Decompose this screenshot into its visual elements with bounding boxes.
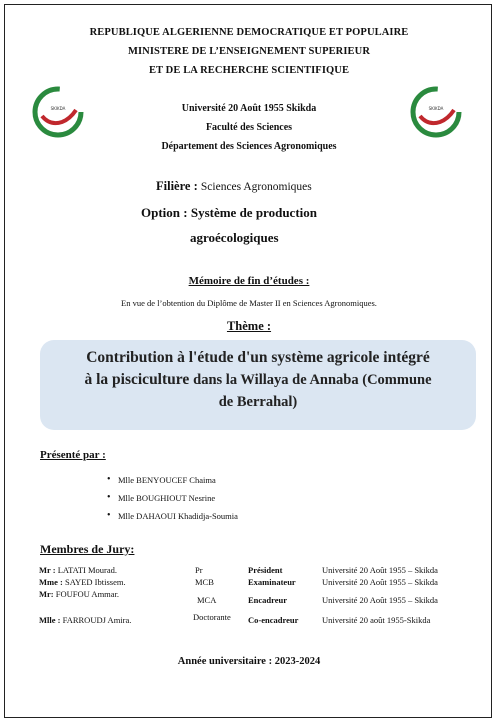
filiere-value: Sciences Agronomiques xyxy=(200,181,312,193)
jury-name-2: SAYED Ibtissem. xyxy=(64,577,126,587)
memoire-subtitle: En vue de l’obtention du Diplôme de Master II en Sciences Agronomiques. xyxy=(121,298,377,308)
faculty-name: Faculté des Sciences xyxy=(205,122,293,133)
jury-univ-1: Université 20 Août 1955 – Skikda xyxy=(322,565,438,575)
header-line-2: MINISTERE DE L’ENSEIGNEMENT SUPERIEUR xyxy=(127,46,371,57)
theme-line-3: de Berrahal) xyxy=(218,394,298,410)
option-label: Option : xyxy=(141,205,188,220)
jury-name-3: FOUFOU Ammar. xyxy=(55,589,120,599)
jury-row-2 xyxy=(39,577,126,587)
jury-role-4: Co-encadreur xyxy=(248,615,299,625)
jury-role-1: Président xyxy=(248,565,283,575)
theme-line-1: Contribution à l'étude d'un système agricole intégré xyxy=(86,349,430,366)
jury-univ-4: Université 20 août 1955-Skikda xyxy=(322,615,431,625)
jury-civ-4: Mlle : xyxy=(39,615,61,625)
jury-label: Membres de Jury: xyxy=(40,542,135,556)
academic-year: Année universitaire : 2023-2024 xyxy=(177,656,321,667)
student-1: • Mlle BENYOUCEF Chaima xyxy=(118,475,216,485)
theme-line-2a: à la pisciculture xyxy=(84,371,190,388)
jury-grade-3: MCA xyxy=(197,595,217,605)
presented-label: Présenté par : xyxy=(40,449,106,461)
theme-line-2 xyxy=(48,369,468,391)
svg-text:SKIKDA: SKIKDA xyxy=(428,106,444,111)
jury-row-3 xyxy=(39,589,119,599)
student-2: • Mlle BOUGHIOUT Nesrine xyxy=(118,493,215,503)
university-logo-left xyxy=(32,86,84,143)
jury-grade-4: Doctorante xyxy=(193,612,231,622)
jury-role-3: Encadreur xyxy=(248,595,288,605)
memoire-title: Mémoire de fin d’études : xyxy=(188,275,310,287)
student-3: • Mlle DAHAOUI Khadidja-Soumia xyxy=(118,511,238,521)
theme-label: Thème : xyxy=(226,319,272,333)
jury-univ-3: Université 20 Août 1955 – Skikda xyxy=(322,595,438,605)
jury-grade-2: MCB xyxy=(195,577,214,587)
university-logo-right xyxy=(410,86,462,143)
svg-text:SKIKDA: SKIKDA xyxy=(50,106,66,111)
university-name: Université 20 Août 1955 Skikda xyxy=(181,103,317,114)
jury-name-4: FARROUDJ Amira. xyxy=(62,615,132,625)
filiere-label: Filière : xyxy=(156,179,198,193)
option-value-1: Système de production xyxy=(190,205,317,220)
header-line-1: REPUBLIQUE ALGERIENNE DEMOCRATIQUE ET POPULAIRE xyxy=(89,27,409,38)
theme-title xyxy=(48,347,468,413)
jury-civ-2: Mme : xyxy=(39,577,63,587)
jury-row-1 xyxy=(39,565,117,575)
jury-grade-1: Pr xyxy=(195,565,203,575)
jury-role-2: Examinateur xyxy=(248,577,296,587)
option-value-2: agroécologiques xyxy=(190,230,279,245)
filiere-line xyxy=(156,179,312,194)
jury-civ-3: Mr: xyxy=(39,589,54,599)
jury-univ-2: Université 20 Août 1955 – Skikda xyxy=(322,577,438,587)
jury-name-1: LATATI Mourad. xyxy=(57,565,118,575)
theme-line-2b: dans la Willaya de Annaba (Commune xyxy=(193,372,432,388)
option-line xyxy=(141,205,317,221)
jury-civ-1: Mr : xyxy=(39,565,56,575)
header-line-3: ET DE LA RECHERCHE SCIENTIFIQUE xyxy=(148,65,350,76)
jury-row-4 xyxy=(39,615,131,625)
department-name: Département des Sciences Agronomiques xyxy=(161,141,337,152)
